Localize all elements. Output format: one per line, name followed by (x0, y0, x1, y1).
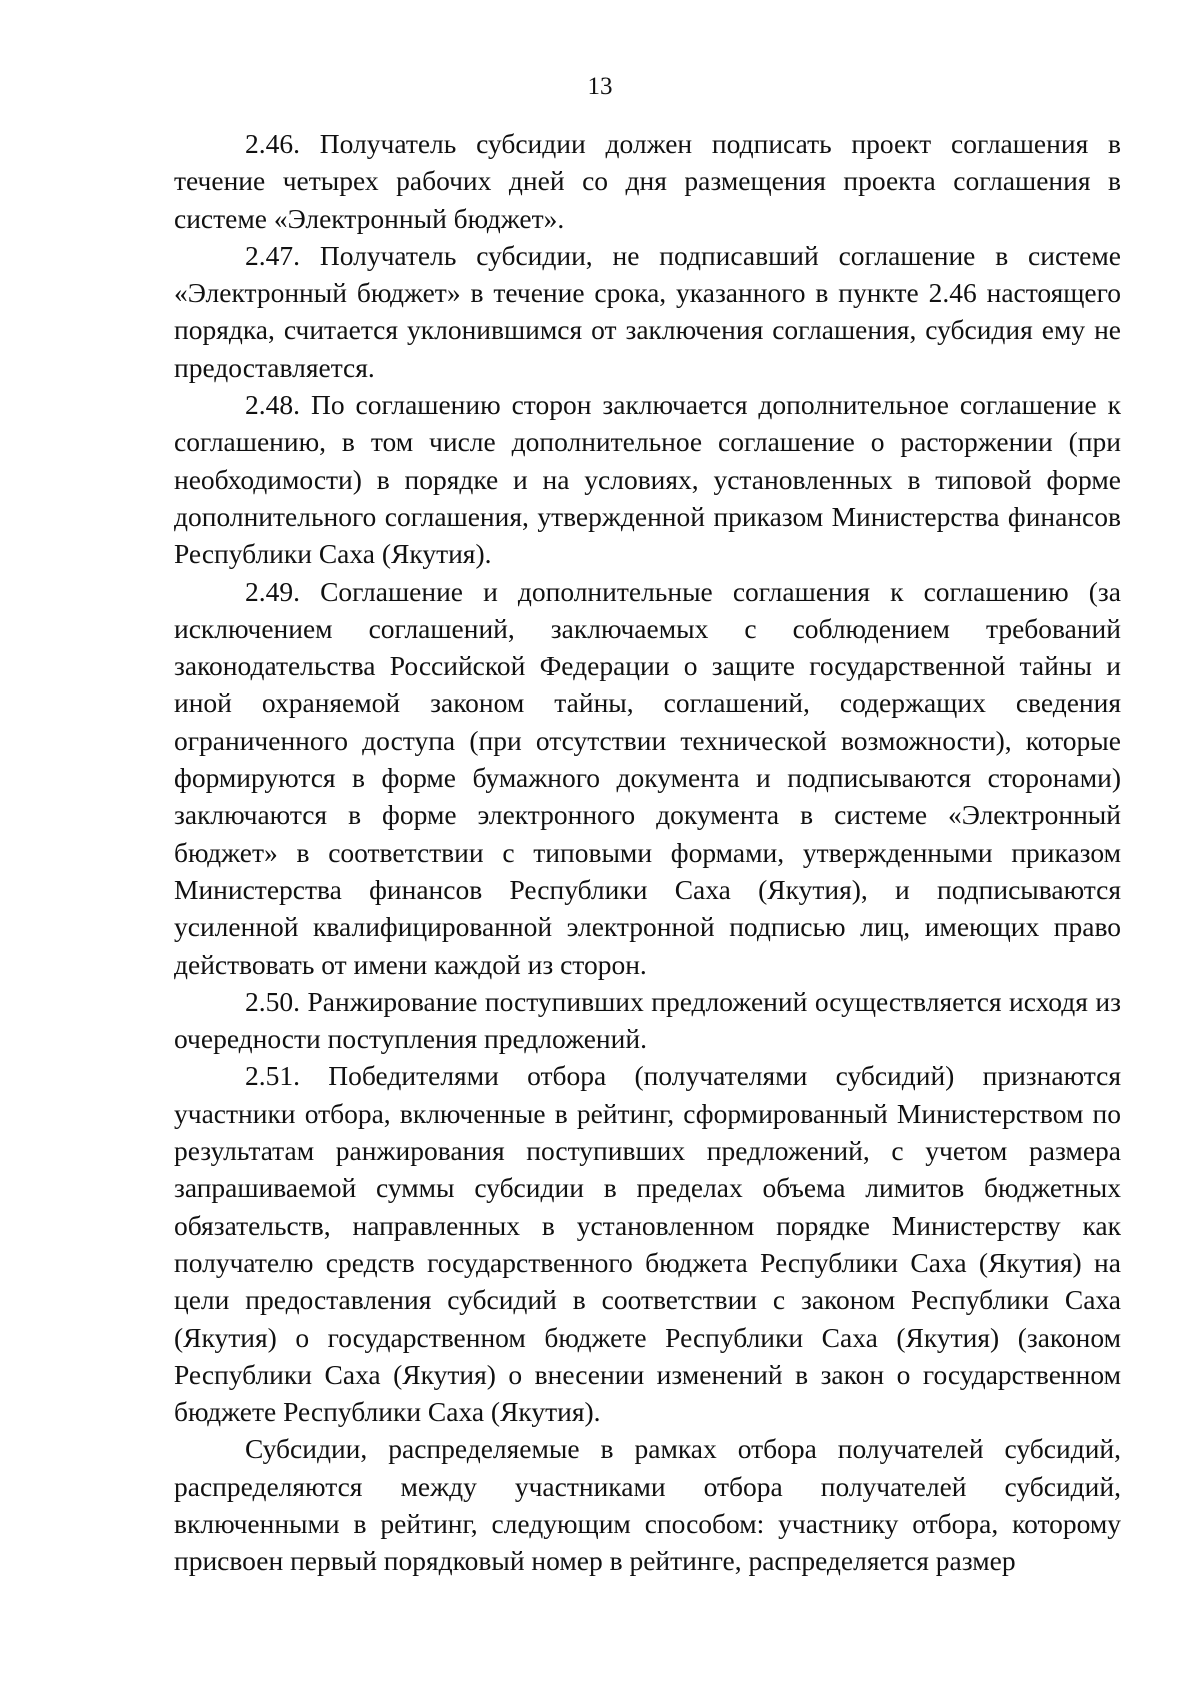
paragraph-2-49: 2.49. Соглашение и дополнительные соглашения к соглашению (за исключением соглашений, заключаемых с соблюдением требований законодательства Российской Федерации о защите государственной тайны и иной охраняемой законом тайны, соглашений, содержащих сведения ограниченного доступа (при отсутствии технической возможности), которые формируются в форме бумажного документа и подписываются сторонами) заключаются в форме электронного документа в системе «Электронный бюджет» в соответствии с типовыми формами, утвержденными приказом Министерства финансов Республики Саха (Якутия), и подписываются усиленной квалифицированной электронной подписью лиц, имеющих право действовать от имени каждой из сторон. (174, 575, 1121, 980)
paragraph-2-46: 2.46. Получатель субсидии должен подписать проект соглашения в течение четырех рабочих дней со дня размещения проекта соглашения в системе «Электронный бюджет». (174, 128, 1121, 234)
paragraph-subsidy-distribution: Субсидии, распределяемые в рамках отбора получателей субсидий, распределяются между участниками отбора получателей субсидий, включенными в рейтинг, следующим способом: участнику отбора, которому присвоен первый порядковый номер в рейтинге, распределяется размер (174, 1433, 1121, 1577)
paragraph-2-50: 2.50. Ранжирование поступивших предложений осуществляется исходя из очередности поступления предложений. (174, 985, 1121, 1055)
page-number: 13 (587, 73, 613, 100)
document-body (174, 125, 1121, 1580)
paragraph-2-47: 2.47. Получатель субсидии, не подписавший соглашение в системе «Электронный бюджет» в течение срока, указанного в пункте 2.46 настоящего порядка, считается уклонившимся от заключения соглашения, субсидия ему не предоставляется. (174, 239, 1121, 383)
paragraph-2-51: 2.51. Победителями отбора (получателями субсидий) признаются участники отбора, включенные в рейтинг, сформированный Министерством по результатам ранжирования поступивших предложений, с учетом размера запрашиваемой суммы субсидии в пределах объема лимитов бюджетных обязательств, направленных в установленном порядке Министерству как получателю средств государственного бюджета Республики Саха (Якутия) на цели предоставления субсидий в соответствии с законом Республики Саха (Якутия) о государственном бюджете Республики Саха (Якутия) (законом Республики Саха (Якутия) о внесении изменений в закон о государственном бюджете Республики Саха (Якутия). (174, 1060, 1121, 1428)
paragraph-2-48: 2.48. По соглашению сторон заключается дополнительное соглашение к соглашению, в том числе дополнительное соглашение о расторжении (при необходимости) в порядке и на условиях, установленных в типовой форме дополнительного соглашения, утвержденной приказом Министерства финансов Республики Саха (Якутия). (174, 389, 1121, 570)
